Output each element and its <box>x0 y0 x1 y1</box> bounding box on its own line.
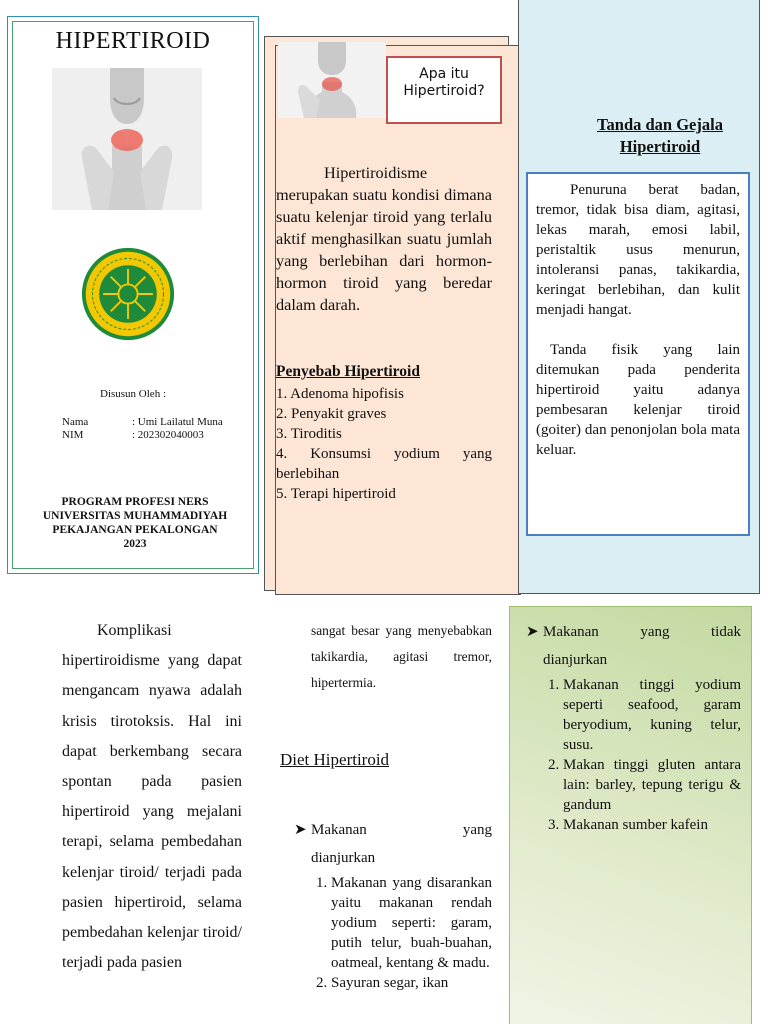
recommended-list <box>311 873 492 993</box>
university-seal-icon <box>80 246 176 342</box>
diet-avoid <box>526 619 741 835</box>
complication-paragraph: Komplikasi hipertiroidisme yang dapat mengancam nyawa adalah krisis tirotoksis. Hal ini dapat berkembang secara spontan pada pasien hipertiroid yang mejalani terapi, selama pembedahan kelenjar tiroid/ terjadi pada pasien hipertiroid, selama pembedahan kelenjar tiroid/ terjadi pada pasien <box>62 622 242 972</box>
question-line-1: Apa itu <box>419 66 469 82</box>
nim-value: : 202302040003 <box>132 429 204 441</box>
avoid-item: 1. Makanan tinggi yodium seperti seafood, garam beryodium, kuning telur, susu. <box>563 675 741 755</box>
nim-label: NIM <box>62 429 84 441</box>
causes-list <box>276 384 492 504</box>
diet-recommended <box>294 817 492 993</box>
question-line-2: Hipertiroid? <box>403 83 485 99</box>
cover-program <box>17 495 253 551</box>
signs-paragraph-2: Tanda fisik yang lain ditemukan pada penderita hipertiroid yaitu adanya pembesaran kelenjar tiroid (goiter) dan penonjolan bola mata keluar. <box>536 342 740 458</box>
program-line-3: PEKAJANGAN PEKALONGAN <box>52 524 218 536</box>
question-box <box>386 56 502 124</box>
program-line-4: 2023 <box>123 538 147 550</box>
diet-title: Diet Hipertiroid <box>280 750 390 769</box>
program-line-1: PROGRAM PROFESI NERS <box>61 496 209 508</box>
name-label: Nama <box>62 416 89 428</box>
cause-item: 2. Penyakit graves <box>276 406 387 422</box>
complication-continued: sangat besar yang menyebabkan takikardia, agitasi tremor, hipertermia. <box>311 623 492 690</box>
arrow-bullet-icon: ➤ <box>294 822 307 838</box>
recommended-heading <box>294 817 492 843</box>
avoid-head: Makanan yang tidak <box>543 624 741 640</box>
thyroid-photo <box>52 68 202 210</box>
recommended-item: 2. Sayuran segar, ikan <box>331 973 492 993</box>
signs-title-line-2: Hipertiroid <box>619 137 701 156</box>
signs-title <box>560 114 760 158</box>
recommended-head-word-1: Makanan <box>311 822 367 838</box>
recommended-head-word-2: yang <box>462 822 492 838</box>
cover-nim-row <box>62 429 204 441</box>
avoid-head-line-2: dianjurkan <box>543 652 608 668</box>
definition-paragraph: Hipertiroidisme merupakan suatu kondisi dimana suatu kelenjar tiroid yang terlalu aktif menghasilkan suatu jumlah yang berlebihan dari hormon-hormon tiroid yang beredar dalam darah. <box>276 163 492 314</box>
cover-title: HIPERTIROID <box>55 28 211 54</box>
cover-name-row <box>62 416 223 428</box>
cause-item: 1. Adenoma hipofisis <box>276 386 404 402</box>
name-value: : Umi Lailatul Muna <box>132 416 223 428</box>
signs-box <box>526 172 750 536</box>
definition-text <box>276 162 492 316</box>
cause-item: 3. Tiroditis <box>276 426 342 442</box>
avoid-item: 2. Makan tinggi gluten antara lain: barley, tepung terigu & gandum <box>563 755 741 815</box>
thyroid-photo-small <box>278 42 386 118</box>
avoid-list <box>543 675 741 835</box>
complication-text <box>62 616 242 978</box>
signs-paragraph-1: Penuruna berat badan, tremor, tidak bisa diam, agitasi, lekas marah, emosi labil, peristaltik usus menurun, intoleransi panas, takikardia, keringat berlebihan, dan kulit menjadi hangat. <box>536 182 740 318</box>
signs-title-line-1: Tanda dan Gejala <box>597 115 723 134</box>
cause-item: 5. Terapi hipertiroid <box>276 486 396 502</box>
thyroid-photo-small-illustration <box>278 42 386 118</box>
avoid-heading <box>526 619 741 645</box>
recommended-head-line-2: dianjurkan <box>311 850 376 866</box>
thyroid-photo-illustration <box>52 68 202 210</box>
program-line-2: UNIVERSITAS MUHAMMADIYAH <box>42 510 228 522</box>
avoid-item: 3. Makanan sumber kafein <box>563 815 741 835</box>
intro-panel <box>275 45 521 595</box>
recommended-item: 1. Makanan yang disarankan yaitu makanan rendah yodium seperti: garam, putih telur, buah-buahan, oatmeal, kentang & madu. <box>331 873 492 973</box>
cover-byline: Disusun Oleh : <box>100 388 166 400</box>
arrow-bullet-icon: ➤ <box>526 624 539 640</box>
university-seal <box>80 246 176 342</box>
cause-item: 4. Konsumsi yodium yang berlebihan <box>276 446 492 482</box>
causes-title: Penyebab Hipertiroid <box>276 363 420 380</box>
